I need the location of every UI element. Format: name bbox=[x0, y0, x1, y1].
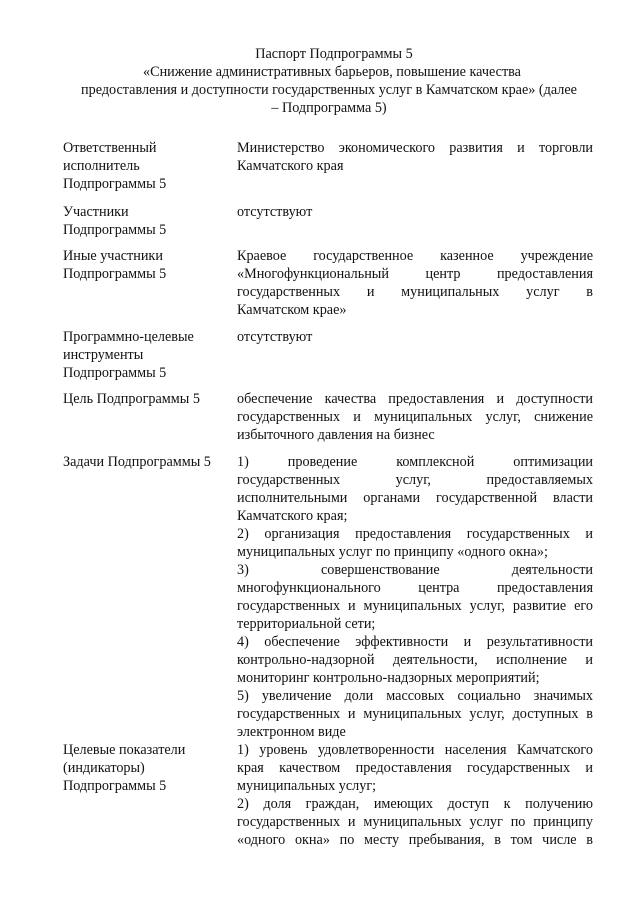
row-label: Целевые показатели (индикаторы) Подпрограммы 5 bbox=[63, 742, 186, 794]
row-value: 1) проведение комплексной оптимизации государственных услуг, предоставляемых исполнительными органами государственной власти Камчатского края; 2) организация предоставления государственных и муниципальных услуг по принципу «одного окна»; 3) совершенствование деятельности многофункционального центра предоставления государственных и муниципальных услуг, развитие его территориальной сети; 4) обеспечение эффективности и результативности контрольно-надзорной деятельности, исполнение и мониторинг контрольно-надзорных мероприятий; 5) увеличение доли массовых социально значимых государственных и муниципальных услуг, доступных в электронном виде bbox=[237, 454, 593, 740]
title-line: предоставления и доступности государственных услуг в Камчатском крае» (далее bbox=[81, 82, 577, 98]
row-value: Министерство экономического развития и торговли Камчатского края bbox=[237, 140, 593, 174]
row-value: 1) уровень удовлетворенности населения Камчатского края качеством предоставления государственных и муниципальных услуг; 2) доля граждан, имеющих доступ к получению государственных и муниципальных услуг по принципу «одного окна» по месту пребывания, в том числе в bbox=[237, 742, 593, 848]
row-label: Иные участники Подпрограммы 5 bbox=[63, 248, 167, 282]
row-label: Программно-целевые инструменты Подпрограммы 5 bbox=[63, 329, 194, 381]
title-line: – Подпрограмма 5) bbox=[271, 100, 387, 116]
title-line: Паспорт Подпрограммы 5 bbox=[255, 46, 413, 62]
row-value: обеспечение качества предоставления и доступности государственных и муниципальных услуг, снижение избыточного давления на бизнес bbox=[237, 391, 593, 443]
row-label: Ответственный исполнитель Подпрограммы 5 bbox=[63, 140, 167, 192]
row-value: Краевое государственное казенное учреждение «Многофункциональный центр предоставления государственных и муниципальных услуг в Камчатском крае» bbox=[237, 248, 593, 318]
row-value: отсутствуют bbox=[237, 329, 313, 345]
passport-title bbox=[58, 45, 600, 117]
row-value: отсутствуют bbox=[237, 204, 313, 220]
title-line: «Снижение административных барьеров, повышение качества bbox=[143, 64, 521, 80]
row-label: Задачи Подпрограммы 5 bbox=[63, 454, 211, 470]
row-label: Участники Подпрограммы 5 bbox=[63, 204, 167, 238]
row-label: Цель Подпрограммы 5 bbox=[63, 391, 200, 407]
